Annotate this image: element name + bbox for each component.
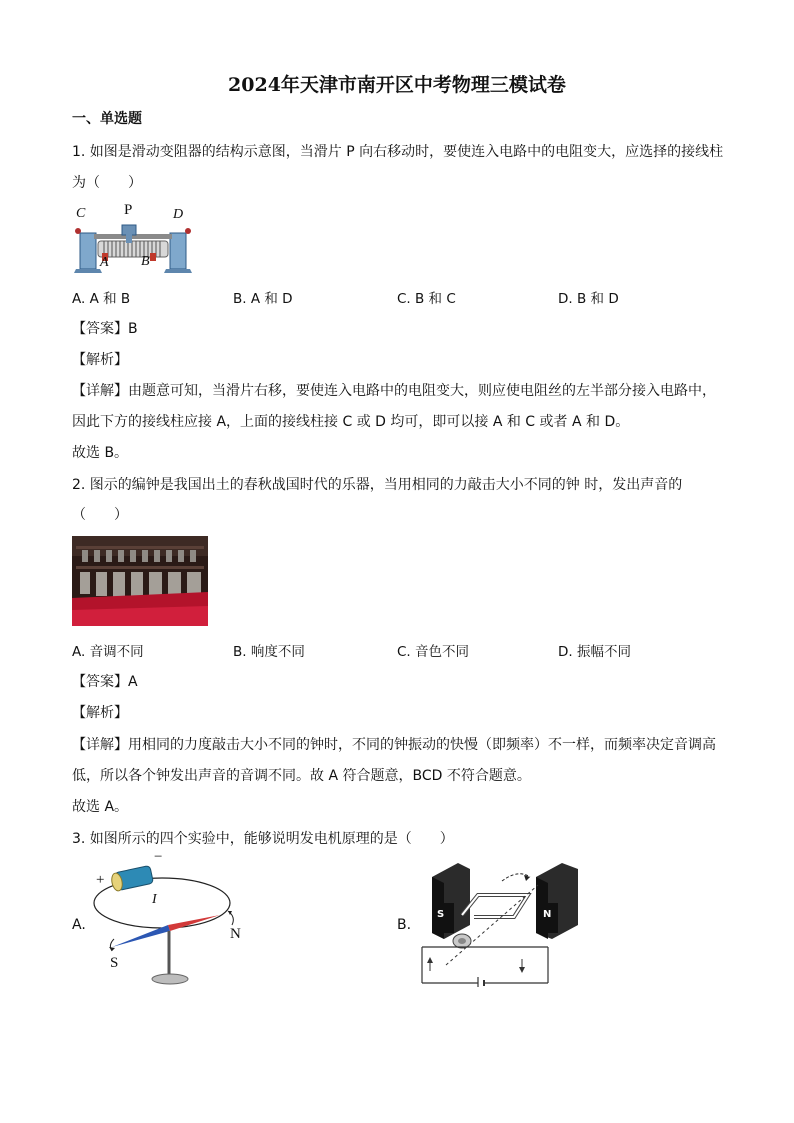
- q3-stem: 3. 如图所示的四个实验中，能够说明发电机原理的是（ ）: [72, 831, 454, 847]
- needle-n-label: N: [230, 926, 241, 942]
- q3-option-a-label: A.: [72, 917, 86, 933]
- page-title: 2024年天津市南开区中考物理三模试卷: [228, 74, 566, 96]
- q2-stem-line2: （ ）: [72, 507, 128, 523]
- q2-option-c: C. 音色不同: [397, 644, 470, 660]
- q1-option-c: C. B 和 C: [397, 291, 456, 307]
- battery-minus-label: −: [154, 849, 163, 865]
- q2-detail-line1: 【详解】用相同的力度敲击大小不同的钟时，不同的钟振动的快慢（即频率）不一样，而频率决定音调高: [72, 737, 716, 753]
- battery-plus-label: +: [96, 872, 105, 888]
- q2-analysis: 【解析】: [72, 705, 128, 721]
- q1-option-d: D. B 和 D: [558, 291, 619, 307]
- rheostat-label-p: P: [124, 202, 133, 218]
- q1-answer: 【答案】B: [72, 321, 138, 337]
- q2-option-a: A. 音调不同: [72, 644, 144, 660]
- generator-figure: [418, 855, 590, 987]
- magnet-n-label: N: [543, 909, 552, 920]
- q2-answer: 【答案】A: [72, 674, 138, 690]
- q1-detail-line1: 【详解】由题意可知，当滑片右移，要使连入电路中的电阻变大，则应使电阻丝的左半部分接入电路中，: [72, 383, 716, 399]
- q1-choose: 故选 B。: [72, 445, 129, 461]
- q1-option-b: B. A 和 D: [233, 291, 293, 307]
- rheostat-label-d: D: [173, 207, 184, 222]
- q1-detail-line2: 因此下方的接线柱应接 A，上面的接线柱接 C 或 D 均可，即可以接 A 和 C 或者 A 和 D。: [72, 414, 630, 430]
- q1-analysis: 【解析】: [72, 352, 128, 368]
- q2-option-d: D. 振幅不同: [558, 644, 631, 660]
- q2-stem-line1: 2. 图示的编钟是我国出土的春秋战国时代的乐器，当用相同的力敲击大小不同的钟 时，发出声音的: [72, 477, 683, 493]
- magnet-s-label: S: [437, 909, 445, 920]
- current-label: I: [152, 892, 157, 907]
- q2-option-b: B. 响度不同: [233, 644, 305, 660]
- needle-s-label: S: [110, 955, 119, 971]
- q2-detail-line2: 低，所以各个钟发出声音的音调不同。故 A 符合题意，BCD 不符合题意。: [72, 768, 531, 784]
- section-heading: 一、单选题: [72, 111, 142, 127]
- q3-option-b-label: B.: [397, 917, 412, 933]
- rheostat-label-a: A: [100, 255, 109, 270]
- oersted-experiment-figure: [90, 855, 250, 995]
- q1-stem-line1: 1. 如图是滑动变阻器的结构示意图，当滑片 P 向右移动时，要使连入电路中的电阻变大，应选择的接线柱: [72, 144, 724, 160]
- q2-choose: 故选 A。: [72, 799, 129, 815]
- rheostat-label-b: B: [141, 254, 150, 269]
- rheostat-label-c: C: [76, 206, 86, 221]
- q1-option-a: A. A 和 B: [72, 291, 131, 307]
- q1-stem-line2: 为（ ）: [72, 175, 142, 191]
- bianzhong-photo: [72, 536, 208, 626]
